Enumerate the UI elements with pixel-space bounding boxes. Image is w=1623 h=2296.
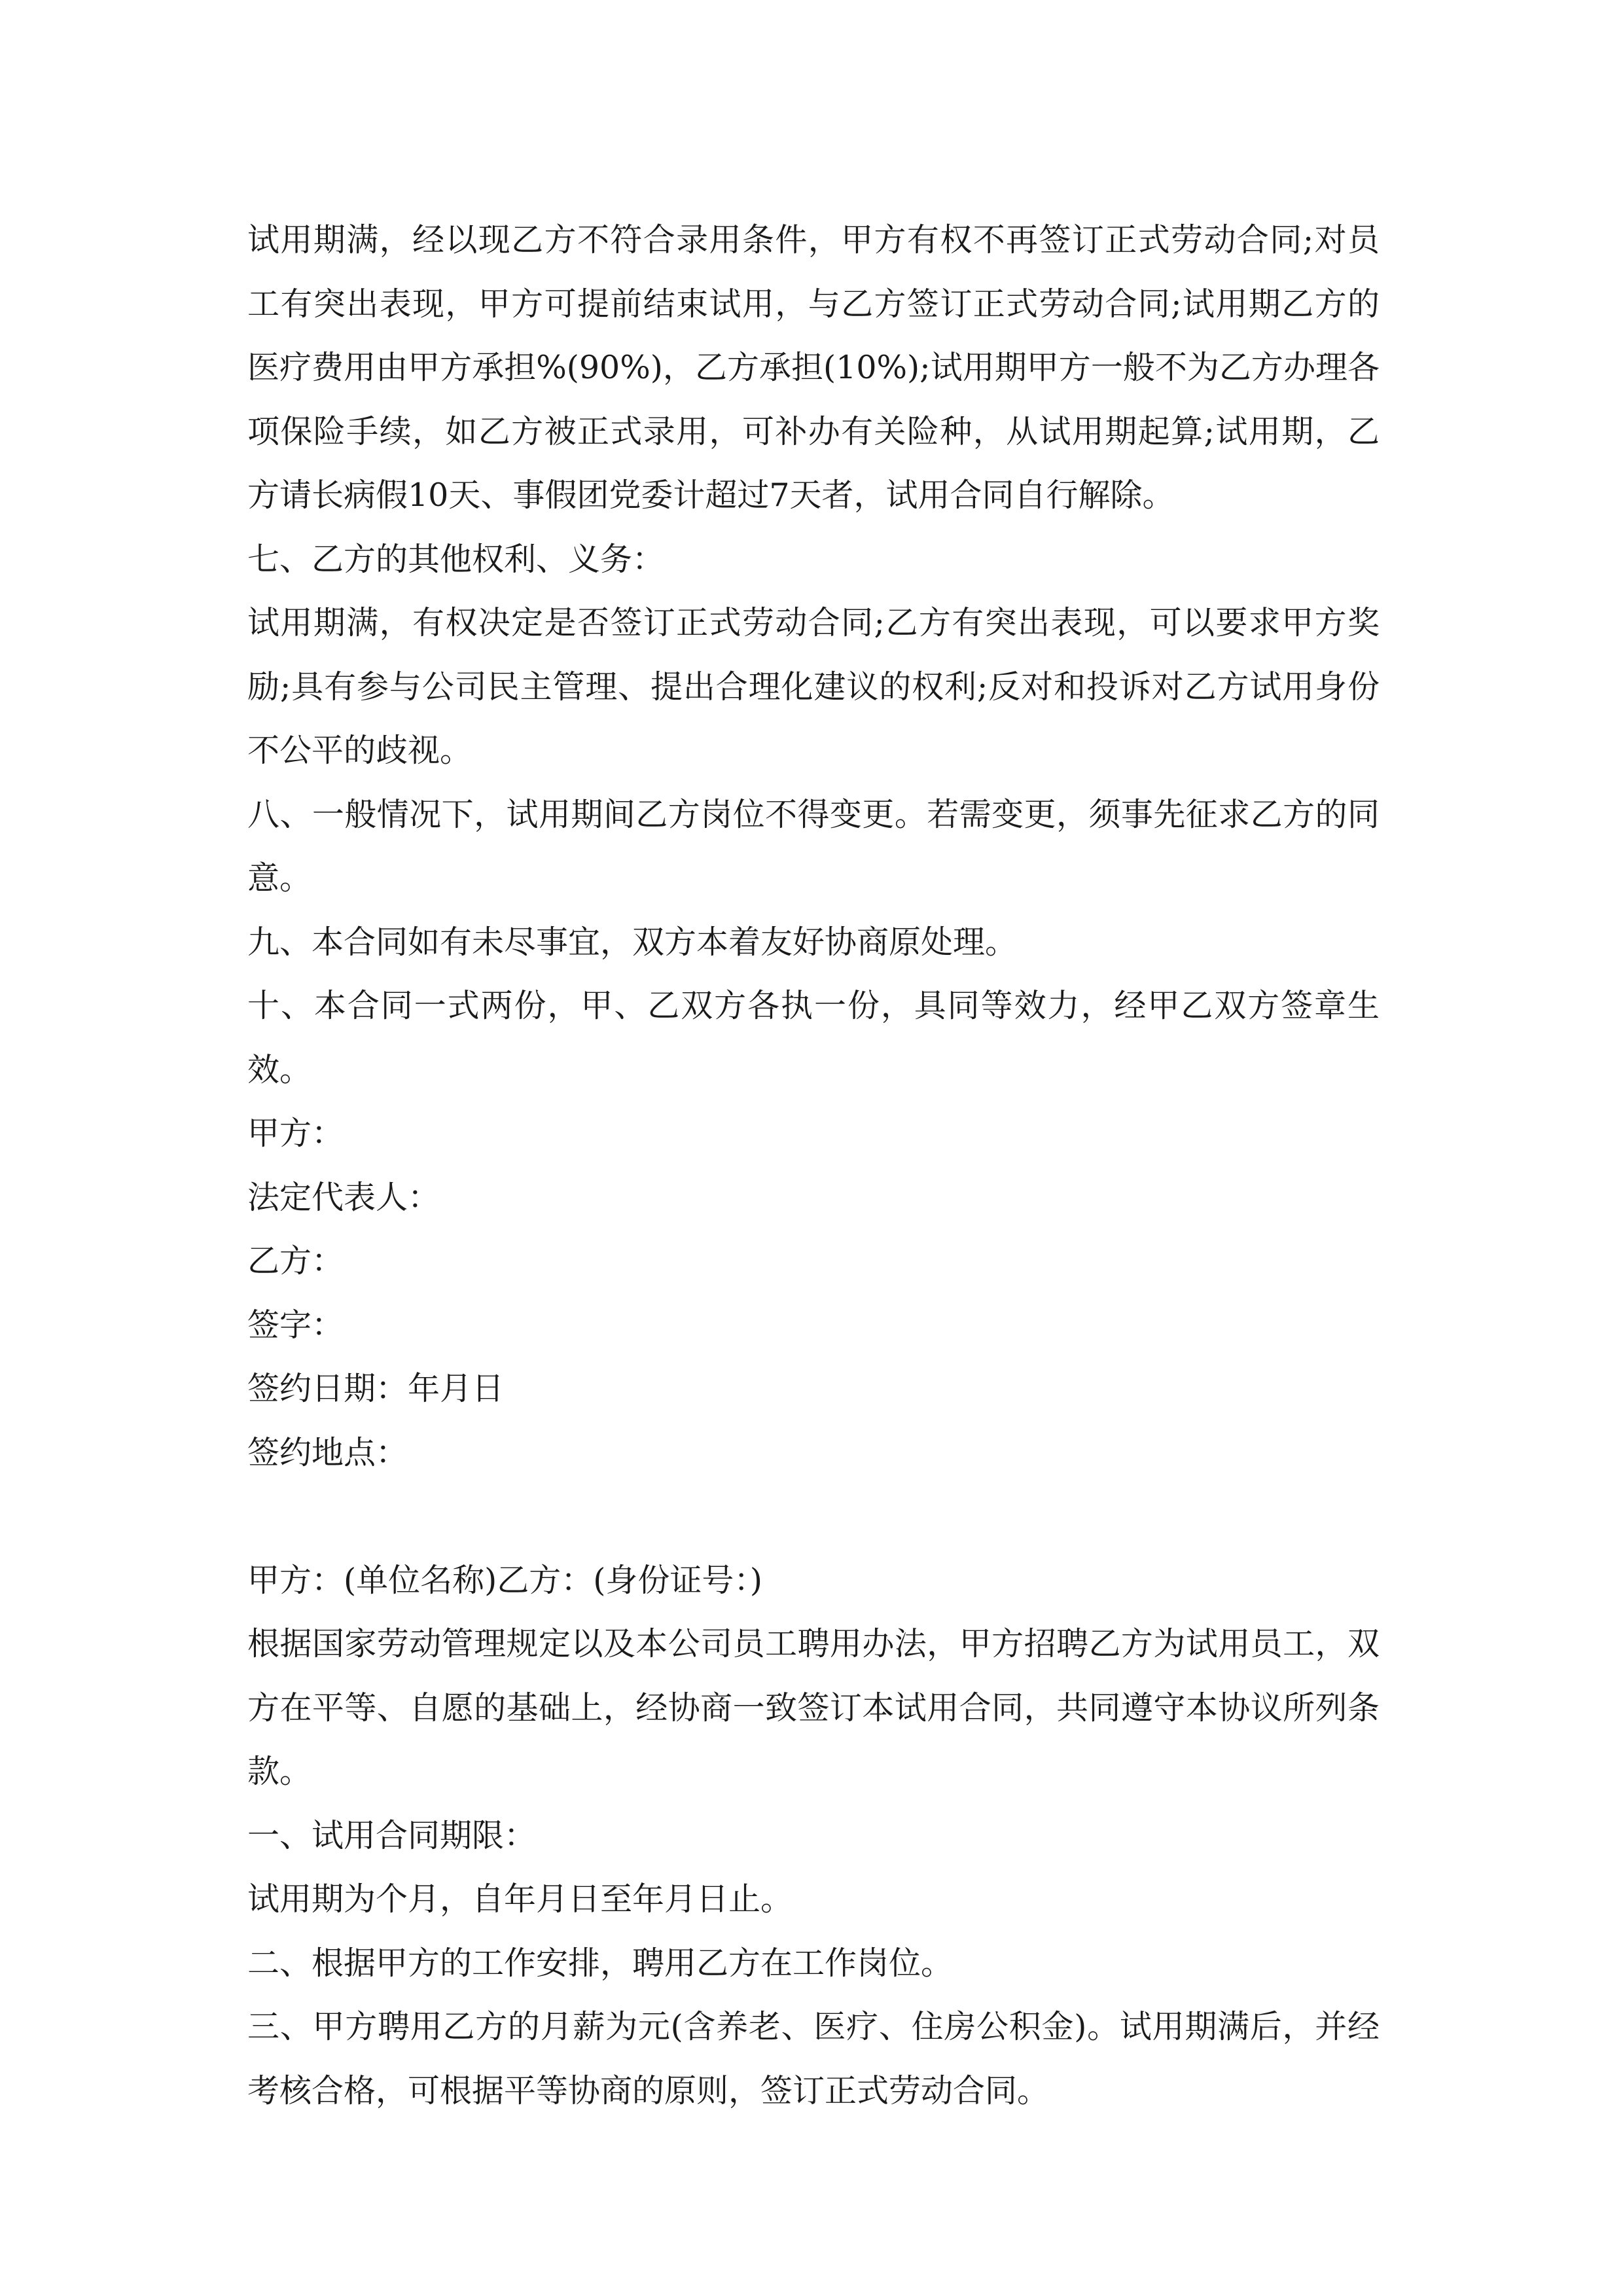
clause-7-paragraph: 试用期满，有权决定是否签订正式劳动合同;乙方有突出表现，可以要求甲方奖励;具有参与公司民主管理、提出合理化建议的权利;反对和投诉对乙方试用身份不公平的歧视。 — [247, 604, 1380, 769]
signing-date-line: 签约日期：年月日 — [247, 1370, 505, 1407]
signing-place-line: 签约地点： — [247, 1433, 408, 1471]
legal-representative-line: 法定代表人： — [247, 1178, 440, 1216]
probation-terms-paragraph: 试用期满，经以现乙方不符合录用条件，甲方有权不再签订正式劳动合同;对员工有突出表现，甲方可提前结束试用，与乙方签订正式劳动合同;试用期乙方的医疗费用由甲方承担%(90%)，乙方承担(10%);试用期甲方一般不为乙方办理各项保险手续，如乙方被正式录用，可补办有关险种，从试用期起算;试用期，乙方请长病假10天、事假团党委计超过7天者，试用合同自行解除。 — [247, 221, 1380, 514]
contract-preamble: 根据国家劳动管理规定以及本公司员工聘用办法，甲方招聘乙方为试用员工，双方在平等、自愿的基础上，经协商一致签订本试用合同，共同遵守本协议所列条款。 — [247, 1625, 1380, 1790]
section-spacer — [247, 1484, 1380, 1549]
clause-3-paragraph: 三、甲方聘用乙方的月薪为元(含养老、医疗、住房公积金)。试用期满后，并经考核合格，可根据平等协商的原则，签订正式劳动合同。 — [247, 2008, 1380, 2109]
parties-line: 甲方：(单位名称)乙方：(身份证号：) — [247, 1561, 762, 1599]
clause-1-paragraph: 试用期为个月，自年月日至年月日止。 — [247, 1880, 793, 1918]
clause-2-paragraph: 二、根据甲方的工作安排，聘用乙方在工作岗位。 — [247, 1944, 954, 1982]
clause-1-heading: 一、试用合同期限： — [247, 1816, 537, 1854]
clause-10-paragraph: 十、本合同一式两份，甲、乙双方各执一份，具同等效力，经甲乙双方签章生效。 — [247, 987, 1380, 1088]
party-b-signature-line: 乙方： — [247, 1242, 344, 1280]
clause-7-heading: 七、乙方的其他权利、义务： — [247, 540, 665, 578]
document-body — [247, 208, 1380, 2123]
party-a-signature-line: 甲方： — [247, 1115, 344, 1152]
signature-line: 签字： — [247, 1306, 344, 1344]
clause-9-paragraph: 九、本合同如有未尽事宜，双方本着友好协商原处理。 — [247, 923, 1018, 961]
clause-8-paragraph: 八、一般情况下，试用期间乙方岗位不得变更。若需变更，须事先征求乙方的同意。 — [247, 795, 1380, 897]
